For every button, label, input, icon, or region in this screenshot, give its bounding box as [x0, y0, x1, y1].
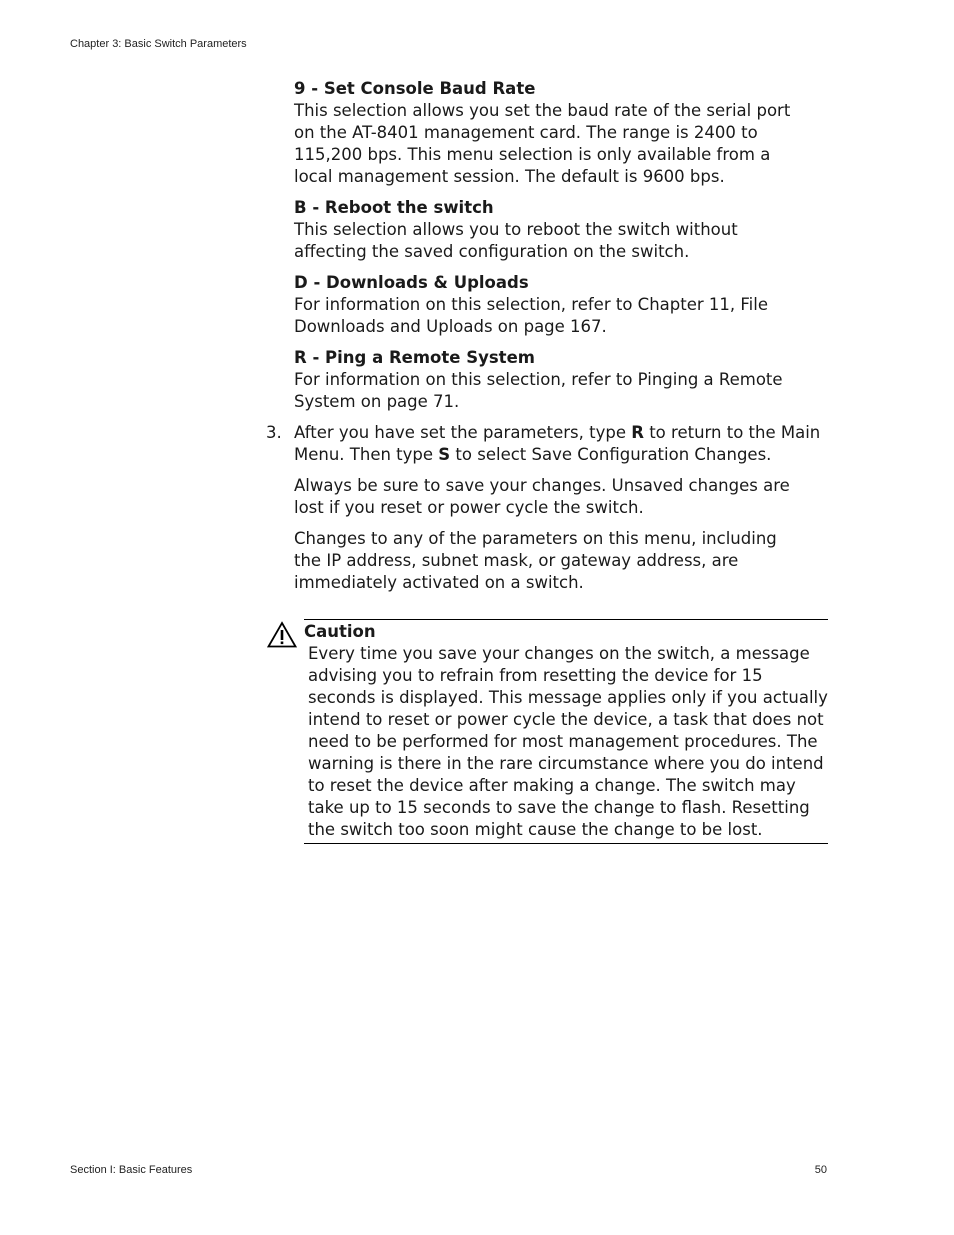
save-reminder-paragraph: Always be sure to save your changes. Unsaved changes are lost if you reset or power cycle the switch.	[294, 476, 790, 517]
item-description: For information on this selection, refer to Chapter 11, File Downloads and Uploads on page 167.	[294, 295, 768, 336]
item-description: This selection allows you to reboot the switch without affecting the saved configuration on the switch.	[294, 220, 738, 261]
item-description: This selection allows you set the baud rate of the serial port on the AT-8401 management card. The range is 2400 to 115,200 bps. This menu selection is only available from a local management session. The default is 9600 bps.	[294, 101, 791, 186]
step-text	[294, 422, 829, 466]
main-content	[266, 78, 834, 603]
running-footer-section: Section I: Basic Features	[70, 1164, 193, 1176]
page-number: 50	[814, 1164, 827, 1176]
item-title: R - Ping a Remote System	[294, 348, 535, 367]
caution-body: Every time you save your changes on the switch, a message advising you to refrain from resetting the device for 15 seconds is displayed. This message applies only if you actually intend to reset or power cycle the device, a task that does not need to be performed for most management procedures. The warning is there in the rare circumstance where you do intend to reset the device after making a change. The switch may take up to 15 seconds to save the change to flash. Resetting the switch too soon might cause the change to be lost.	[308, 644, 828, 839]
warning-triangle-icon	[267, 621, 297, 648]
item-title: B - Reboot the switch	[294, 198, 494, 217]
step-text-part: to return to the Main Menu. Then type	[294, 423, 821, 464]
step-3	[266, 422, 834, 466]
caution-box	[304, 619, 828, 844]
key-r: R	[631, 423, 644, 442]
step-text-part: After you have set the parameters, type	[294, 423, 632, 442]
item-title: 9 - Set Console Baud Rate	[294, 79, 536, 98]
menu-item-b	[294, 197, 834, 263]
item-title: D - Downloads & Uploads	[294, 273, 529, 292]
menu-item-d	[294, 272, 834, 338]
menu-item-9	[294, 78, 834, 188]
item-description: For information on this selection, refer to Pinging a Remote System on page 71.	[294, 370, 783, 411]
running-header: Chapter 3: Basic Switch Parameters	[70, 38, 247, 50]
key-s: S	[438, 445, 451, 464]
menu-item-r	[294, 347, 834, 413]
step-number: 3.	[266, 423, 282, 442]
changes-paragraph: Changes to any of the parameters on this menu, including the IP address, subnet mask, or gateway address, are immediately activated on a switch.	[294, 529, 777, 592]
caution-title: Caution	[304, 622, 376, 641]
step-text-part: to select Save Configuration Changes.	[450, 445, 772, 464]
